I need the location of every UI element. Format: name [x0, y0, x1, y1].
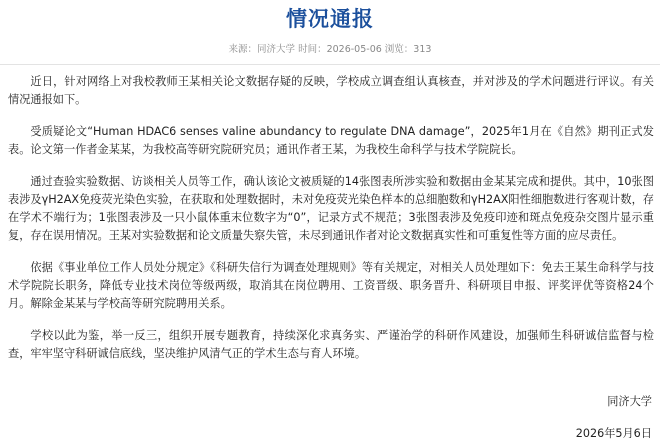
page-title: 情况通报 — [286, 7, 374, 31]
issue-date: 2026年5月6日 — [575, 427, 652, 440]
paragraph-conclusion: 学校以此为鉴，举一反三，组织开展专题教育，持续深化求真务实、严谨治学的科研作风建设，加强师生科研诚信监督与检查，牢牢坚守科研诚信底线，坚决维护风清气正的学术生态与育人环境。 — [8, 329, 654, 360]
article-meta: 来源：同济大学 时间：2026-05-06 浏览：313 — [228, 44, 432, 55]
signature: 同济大学 — [607, 395, 652, 408]
paragraph-penalties: 依据《事业单位工作人员处分规定》《科研失信行为调查处理规则》等有关规定，对相关人员处理如下：免去王某生命科学与技术学院院长职务，降低专业技术岗位等级两级，取消其在岗位聘用、工资晋级、职务晋升、科研项目申报、评奖评优等资格24个月。解除金某某与学校高等研究院聘用关系。 — [8, 261, 654, 310]
article-body — [8, 73, 654, 377]
paragraph-paper: 受质疑论文“Human HDAC6 senses valine abundancy to regulate DNA damage”，2025年1月在《自然》期刊正式发表。论文第一作者金某某，为我校高等研究院研究员；通讯作者王某，为我校生命科学与技术学院院长。 — [8, 125, 654, 156]
paragraph-intro: 近日，针对网络上对我校教师王某相关论文数据存疑的反映，学校成立调查组认真核查，并对涉及的学术问题进行评议。有关情况通报如下。 — [8, 75, 654, 106]
header-divider — [0, 64, 660, 65]
paragraph-findings: 通过查验实验数据、访谈相关人员等工作，确认该论文被质疑的14张图表所涉实验和数据由金某某完成和提供。其中，10张图表涉及γH2AX免疫荧光染色实验，在获取和处理数据时，未对免疫荧光染色样本的总细胞数和γH2AX阳性细胞数进行客观计数，存在学术不端行为；1张图表涉及一只小鼠体重末位数字为“0”，记录方式不规范；3张图表涉及免疫印迹和斑点免疫杂交图片显示重复，存在误用情况。王某对实验数据和论文质量失察失管，未尽到通讯作者对论文数据真实性和可重复性等方面的应尽责任。 — [8, 175, 654, 242]
